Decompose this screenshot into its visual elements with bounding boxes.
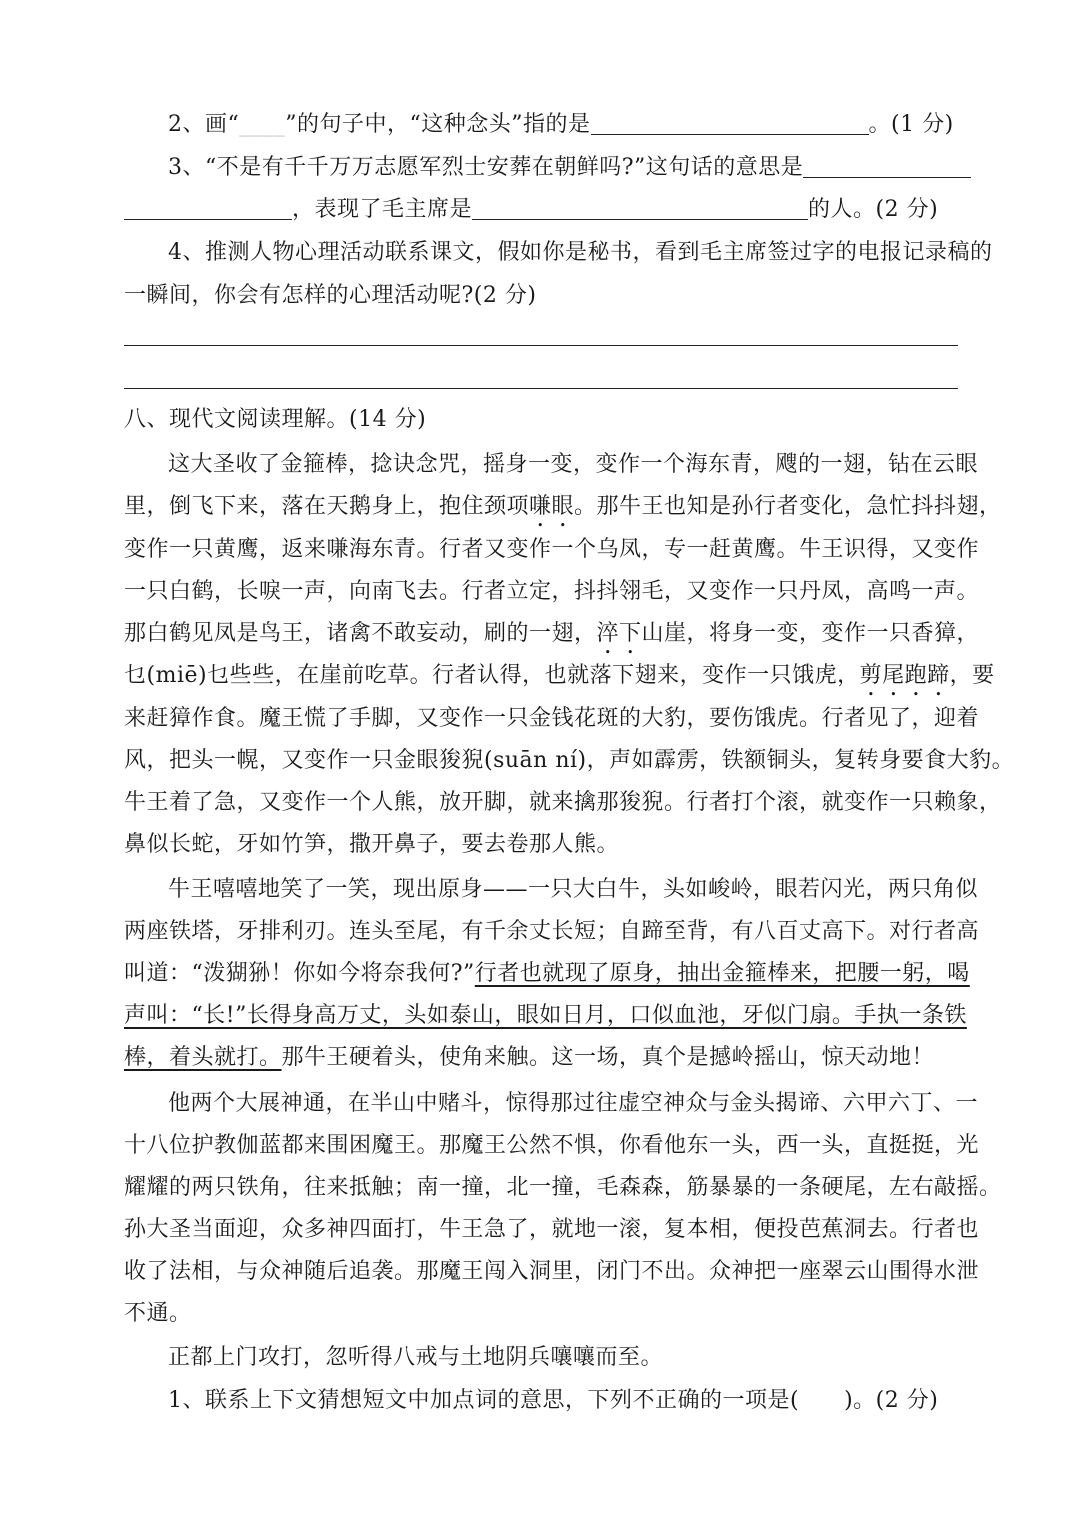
passage-line: 两座铁塔，牙排利刃。连头至尾，有千余丈长短；自蹄至背，有八百丈高下。对行者高 [124, 919, 980, 944]
passage-line: 变作一只黄鹰，返来嗛海东青。行者又变作一个乌凤，专一赶黄鹰。牛王识得，又变作 [124, 537, 980, 562]
passage-line: 来赶獐作食。魔王慌了手脚，又变作一只金钱花斑的大豹，要伤饿虎。行者见了，迎着 [124, 706, 980, 731]
question-2: 2、画“____”的句子中，“这种念头”指的是 。(1 分) [168, 112, 954, 137]
passage-line: 那白鹤见凤是鸟王，诸禽不敢妄动，刷的一翅，淬下山崖，将身一变，变作一只香獐， [124, 621, 980, 646]
passage-line: 一只白鹤，长唳一声，向南飞去。行者立定，抖抖翎毛，又变作一只丹凤，高鸣一声。 [124, 579, 980, 604]
passage-line: 牛王着了急，又变作一个人熊，放开脚，就来擒那狻猊。行者打个滚，就变作一只赖象， [124, 790, 1002, 815]
passage-line: 这大圣收了金箍棒，捻诀念咒，摇身一变，变作一个海东青，飕的一翅，钻在云眼 [168, 452, 979, 477]
passage-line: 收了法相，与众神随后追袭。那魔王闯入洞里，闭门不出。众神把一座翠云山围得水泄 [124, 1259, 980, 1284]
passage-line: 正都上门攻打，忽听得八戒与土地阴兵嚷嚷而至。 [168, 1345, 664, 1370]
passage-line: 风，把头一幌，又变作一只金眼狻猊(suān ní)，声如霹雳，铁额铜头，复转身要食大豹。 [124, 748, 1015, 773]
question-3-line-1: 3、“不是有千千万万志愿军烈士安葬在朝鲜吗?”这句话的意思是 [168, 153, 958, 183]
quote-blank: ____ [239, 112, 286, 137]
section8-question-1: 1、联系上下文猜想短文中加点词的意思，下列不正确的一项是( )。(2 分) [168, 1388, 939, 1413]
answer-blank[interactable] [472, 197, 808, 220]
passage-line: 十八位护教伽蓝都来围困魔王。那魔王公然不惧，你看他东一头，西一头，直挺挺，光 [124, 1133, 980, 1158]
section-heading: 八、现代文阅读理解。(14 分) [124, 407, 427, 432]
answer-blank[interactable] [124, 197, 292, 220]
passage-line: 鼻似长蛇，牙如竹笋，撒开鼻子，要去卷那人熊。 [124, 832, 620, 857]
passage-line: 里，倒飞下来，落在天鹅身上，抱住颈项嗛眼。那牛王也知是孙行者变化，急忙抖抖翅， [124, 494, 1002, 519]
passage-line: 棒，着头就打。那牛王硬着头，使角来触。这一场，真个是撼岭摇山，惊天动地！ [124, 1045, 935, 1070]
dotted-word: 淬下 [596, 621, 642, 646]
passage-line [124, 1001, 967, 1031]
passage-line: 孙大圣当面迎，众多神四面打，牛王急了，就地一滚，复本相，便投芭蕉洞去。行者也 [124, 1217, 980, 1242]
answer-line[interactable] [124, 388, 958, 389]
passage-line: 叫道：“泼猢狲！你如今将奈我何?”行者也就现了原身，抽出金箍棒来，把腰一躬，喝 [124, 961, 970, 986]
underlined-sentence: 行者也就现了原身，抽出金箍棒来，把腰一躬，喝 [474, 961, 970, 986]
passage-line: 他两个大展神通，在半山中赌斗，惊得那过往虚空神众与金头揭谛、六甲六丁、一 [168, 1091, 979, 1116]
question-4-line-1: 4、推测人物心理活动联系课文，假如你是秘书，看到毛主席签过字的电报记录稿的 [168, 240, 993, 265]
underlined-sentence: 棒，着头就打。 [124, 1045, 282, 1070]
question-4-line-2: 一瞬间，你会有怎样的心理活动呢?(2 分) [124, 283, 537, 308]
dotted-word: 剪尾跑蹄 [859, 663, 950, 688]
passage-line: 不通。 [124, 1301, 192, 1326]
answer-line[interactable] [124, 345, 958, 346]
passage-line: 牛王嘻嘻地笑了一笑，现出原身——一只大白牛，头如峻岭，眼若闪光，两只角似 [168, 877, 979, 902]
answer-blank[interactable] [591, 112, 869, 135]
passage-line: 乜(miē)乜些些，在崖前吃草。行者认得，也就落下翅来，变作一只饿虎，剪尾跑蹄，要 [124, 663, 995, 688]
dotted-word: 嗛眼 [529, 494, 575, 519]
answer-blank[interactable] [803, 155, 971, 178]
question-3-line-2: ，表现了毛主席是 的人。(2 分) [124, 195, 958, 225]
underlined-sentence: 声叫：“长!”长得身高万丈，头如泰山，眼如日月，口似血池，牙似门扇。手执一条铁 [124, 1003, 967, 1028]
passage-line: 耀耀的两只铁角，往来抵触；南一撞，北一撞，毛森森，筋暴暴的一条硬尾，左右敲摇。 [124, 1175, 1002, 1200]
